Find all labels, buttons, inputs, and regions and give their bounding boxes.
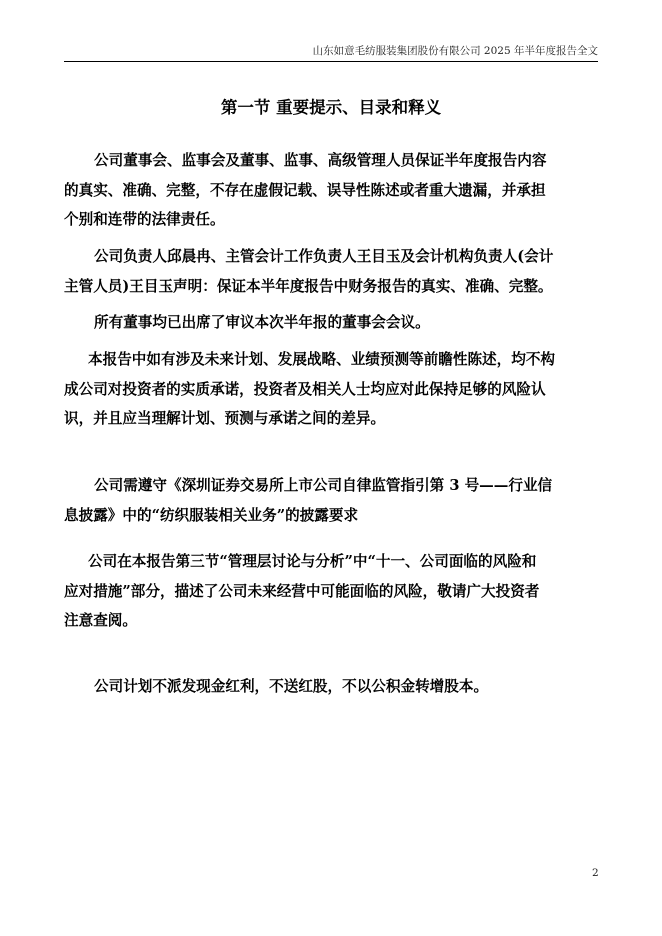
section-title: 第一节 重要提示、目录和释义 bbox=[220, 98, 442, 117]
paragraph-line: 注意查阅。 bbox=[64, 612, 137, 629]
paragraph-dividend-plan bbox=[94, 672, 488, 702]
paragraph-line: 所有董事均已出席了审议本次半年报的董事会会议。 bbox=[94, 314, 430, 331]
paragraph-line: 成公司对投资者的实质承诺，投资者及相关人士均应对此保持足够的风险认 bbox=[64, 380, 546, 398]
paragraph-forward-looking bbox=[64, 345, 555, 434]
paragraph-line: 公司需遵守《深圳证券交易所上市公司自律监管指引第 3 号——行业信 bbox=[94, 477, 553, 494]
page-header bbox=[64, 44, 598, 62]
paragraph-line: 息披露》中的“纺织服装相关业务”的披露要求 bbox=[64, 506, 359, 524]
paragraph-line: 本报告中如有涉及未来计划、发展战略、业绩预测等前瞻性陈述，均不构 bbox=[88, 351, 556, 368]
paragraph-line: 公司负责人邱晨冉、主管会计工作负责人王目玉及会计机构负责人(会计 bbox=[94, 248, 554, 265]
paragraph-guarantee bbox=[64, 146, 546, 235]
paragraph-line: 应对措施”部分，描述了公司未来经营中可能面临的风险，敬请广大投资者 bbox=[64, 582, 540, 600]
paragraph-line: 公司在本报告第三节“管理层讨论与分析”中“十一、公司面临的风险和 bbox=[88, 553, 537, 570]
paragraph-line: 公司董事会、监事会及董事、监事、高级管理人员保证半年度报告内容 bbox=[94, 152, 547, 169]
page-number: 2 bbox=[592, 867, 599, 879]
paragraph-line: 的真实、准确、完整，不存在虚假记载、误导性陈述或者重大遗漏，并承担 bbox=[64, 181, 546, 199]
paragraph-line: 个别和连带的法律责任。 bbox=[64, 211, 225, 228]
paragraph-line: 主管人员)王目玉声明：保证本半年度报告中财务报告的真实、准确、完整。 bbox=[64, 277, 553, 295]
header-text: 山东如意毛纺服装集团股份有限公司 2025 年半年度报告全文 bbox=[312, 45, 598, 57]
paragraph-line: 公司计划不派发现金红利，不送红股，不以公积金转增股本。 bbox=[94, 678, 489, 695]
paragraph-disclosure-rules bbox=[64, 471, 552, 530]
paragraph-attendance bbox=[94, 308, 430, 338]
paragraph-risk-notice bbox=[64, 547, 539, 636]
paragraph-line: 识，并且应当理解计划、预测与承诺之间的差异。 bbox=[64, 410, 386, 427]
paragraph-responsible-persons bbox=[64, 242, 553, 301]
